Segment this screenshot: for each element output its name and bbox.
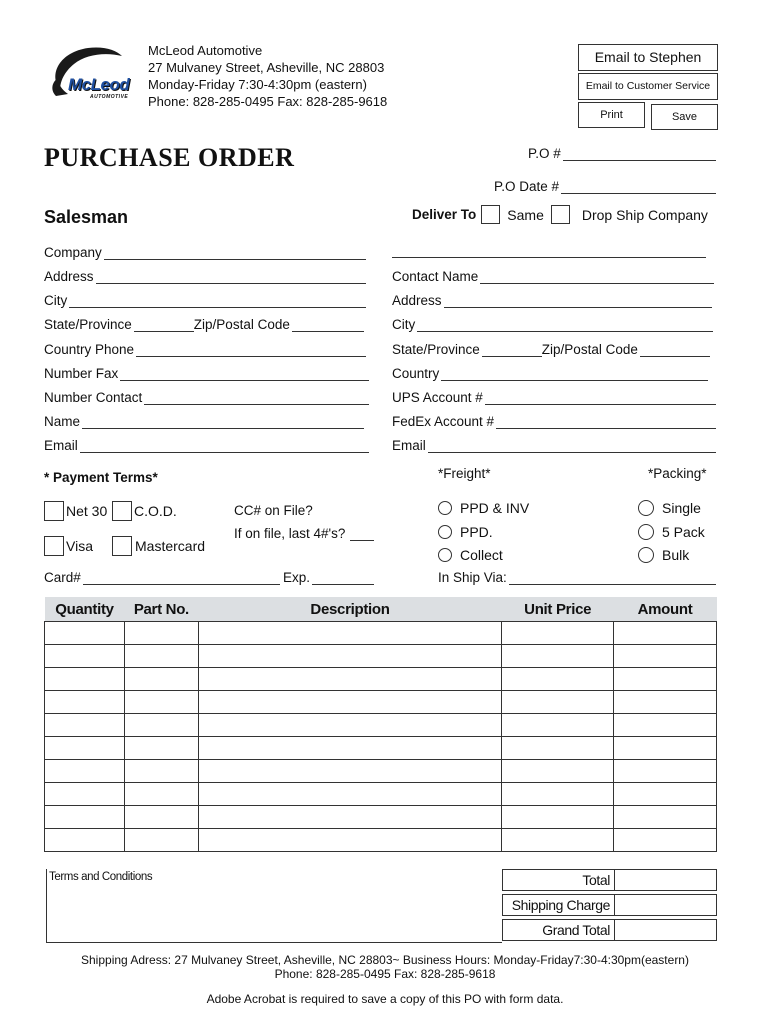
ship-email-label: Email: [392, 438, 426, 453]
freight-label-ppd: PPD.: [460, 524, 493, 540]
col-part-no: Part No.: [124, 597, 198, 622]
table-cell[interactable]: [614, 714, 717, 737]
table-cell[interactable]: [124, 668, 198, 691]
ship-via-field[interactable]: [438, 570, 716, 585]
table-cell[interactable]: [614, 760, 717, 783]
table-cell[interactable]: [198, 714, 501, 737]
last-four-label: If on file, last 4#'s?: [234, 526, 346, 541]
table-cell[interactable]: [198, 783, 501, 806]
email-customer-service-button[interactable]: Email to Customer Service: [578, 73, 718, 100]
ship-country-field[interactable]: [392, 366, 708, 381]
table-cell[interactable]: [124, 829, 198, 852]
col-unit-price: Unit Price: [502, 597, 614, 622]
freight-option-collect[interactable]: [438, 547, 503, 563]
col-description: Description: [198, 597, 501, 622]
table-cell[interactable]: [614, 622, 717, 645]
packing-radio-single[interactable]: [638, 500, 654, 516]
table-cell[interactable]: [198, 668, 501, 691]
name-label: Name: [44, 414, 81, 429]
country-phone-field[interactable]: [44, 342, 366, 357]
total-value[interactable]: [614, 869, 717, 891]
table-cell[interactable]: [502, 645, 614, 668]
name-field[interactable]: [44, 414, 364, 429]
grand-total-label: Grand Total: [502, 919, 615, 941]
mastercard-option[interactable]: [112, 536, 205, 556]
packing-radio-bulk[interactable]: [638, 547, 654, 563]
same-label: Same: [507, 206, 544, 223]
mastercard-label: Mastercard: [135, 538, 206, 554]
table-row: [45, 737, 717, 760]
table-cell[interactable]: [614, 691, 717, 714]
ship-email-field[interactable]: [392, 438, 716, 453]
table-cell[interactable]: [45, 622, 125, 645]
table-cell[interactable]: [45, 806, 125, 829]
ship-city-field[interactable]: [392, 317, 713, 332]
company-label: Company: [44, 245, 102, 260]
net30-label: Net 30: [66, 503, 108, 519]
contact-name-field[interactable]: [392, 269, 714, 284]
table-cell[interactable]: [124, 783, 198, 806]
logo-subtext: AUTOMOTIVE: [90, 94, 129, 100]
table-cell[interactable]: [502, 806, 614, 829]
cc-on-file-label: CC# on File?: [234, 503, 313, 518]
table-cell[interactable]: [502, 760, 614, 783]
table-cell[interactable]: [124, 622, 198, 645]
company-name: McLeod Automotive: [148, 43, 263, 58]
terms-conditions-label: Terms and Conditions: [49, 871, 153, 883]
freight-radio-collect[interactable]: [438, 548, 452, 562]
number-fax-label: Number Fax: [44, 366, 119, 381]
table-row: [45, 829, 717, 852]
ship-via-label: In Ship Via:: [438, 570, 507, 585]
table-cell[interactable]: [124, 714, 198, 737]
email-label: Email: [44, 438, 78, 453]
freight-radio-ppd-inv[interactable]: [438, 501, 452, 515]
card-exp-field[interactable]: [283, 570, 374, 585]
table-cell[interactable]: [502, 668, 614, 691]
table-row: [45, 691, 717, 714]
email-stephen-button[interactable]: Email to Stephen: [578, 44, 718, 71]
table-cell[interactable]: [198, 622, 501, 645]
deliver-to-label: Deliver To: [412, 207, 477, 222]
table-row: [45, 714, 717, 737]
table-cell[interactable]: [198, 691, 501, 714]
same-checkbox[interactable]: [481, 205, 500, 224]
visa-checkbox[interactable]: [44, 536, 64, 556]
packing-label-5pack: 5 Pack: [662, 524, 705, 540]
ship-country-label: Country: [392, 366, 440, 381]
net30-option[interactable]: [44, 501, 107, 521]
table-cell[interactable]: [45, 737, 125, 760]
ship-address-label: Address: [392, 293, 442, 308]
col-amount: Amount: [614, 597, 717, 622]
table-cell[interactable]: [502, 714, 614, 737]
number-contact-field[interactable]: [44, 390, 369, 405]
table-cell[interactable]: [124, 737, 198, 760]
table-cell[interactable]: [198, 737, 501, 760]
ship-state-label: State/Province: [392, 342, 480, 357]
net30-checkbox[interactable]: [44, 501, 64, 521]
city-label: City: [44, 293, 68, 308]
packing-label: *Packing*: [648, 466, 707, 481]
table-cell[interactable]: [124, 691, 198, 714]
freight-label-collect: Collect: [460, 547, 503, 563]
table-row: [45, 668, 717, 691]
table-cell[interactable]: [502, 783, 614, 806]
address-label: Address: [44, 269, 94, 284]
freight-option-ppd-inv[interactable]: [438, 500, 529, 516]
table-cell[interactable]: [614, 668, 717, 691]
company-logo: [46, 44, 134, 106]
fedex-account-label: FedEx Account #: [392, 414, 495, 429]
table-row: [45, 783, 717, 806]
packing-option-single[interactable]: [638, 500, 701, 516]
company-address: 27 Mulvaney Street, Asheville, NC 28803: [148, 60, 385, 75]
visa-option[interactable]: [44, 536, 93, 556]
packing-label-single: Single: [662, 500, 701, 516]
po-date-label: P.O Date #: [494, 179, 560, 194]
ship-zip-label: Zip/Postal Code: [541, 342, 638, 357]
freight-radio-ppd[interactable]: [438, 525, 452, 539]
grand-total-value[interactable]: [614, 919, 717, 941]
table-cell[interactable]: [614, 737, 717, 760]
packing-option-bulk[interactable]: [638, 547, 689, 563]
footer-line2: Phone: 828-285-0495 Fax: 828-285-9618: [274, 967, 496, 981]
table-cell[interactable]: [614, 783, 717, 806]
table-header-row: [45, 597, 717, 622]
table-cell[interactable]: [45, 783, 125, 806]
footer-shipping-address: [0, 953, 770, 981]
line-items-table: [44, 597, 717, 852]
deliver-to-group: [412, 205, 708, 224]
col-quantity: Quantity: [45, 597, 125, 622]
table-cell[interactable]: [502, 829, 614, 852]
ship-state-zip-field[interactable]: [392, 342, 710, 357]
table-cell[interactable]: [614, 645, 717, 668]
ship-city-label: City: [392, 317, 416, 332]
packing-label-bulk: Bulk: [662, 547, 690, 563]
table-cell[interactable]: [45, 760, 125, 783]
fedex-account-field[interactable]: [392, 414, 716, 429]
number-fax-field[interactable]: [44, 366, 369, 381]
last-four-field[interactable]: [234, 526, 374, 541]
table-cell[interactable]: [502, 691, 614, 714]
email-field[interactable]: [44, 438, 369, 453]
table-row: [45, 622, 717, 645]
table-row: [45, 760, 717, 783]
footer-line1: Shipping Adress: 27 Mulvaney Street, Asheville, NC 28803~ Business Hours: Monday-Friday7:30-4:30pm(eastern): [81, 953, 689, 967]
drop-ship-label: Drop Ship Company: [581, 206, 708, 223]
cod-checkbox[interactable]: [112, 501, 132, 521]
number-contact-label: Number Contact: [44, 390, 143, 405]
company-field[interactable]: [44, 245, 366, 260]
ship-address-field[interactable]: [392, 293, 712, 308]
table-cell[interactable]: [614, 829, 717, 852]
freight-label: *Freight*: [438, 466, 491, 481]
table-cell[interactable]: [198, 760, 501, 783]
print-button[interactable]: Print: [578, 102, 645, 128]
page-title: PURCHASE ORDER: [44, 143, 295, 172]
table-row: [45, 645, 717, 668]
drop-ship-checkbox[interactable]: [551, 205, 570, 224]
cod-option[interactable]: [112, 501, 177, 521]
table-cell[interactable]: [45, 691, 125, 714]
terms-conditions-box[interactable]: [46, 869, 502, 943]
company-hours: Monday-Friday 7:30-4:30pm (eastern): [148, 77, 367, 92]
table-cell[interactable]: [198, 645, 501, 668]
company-phone-fax: Phone: 828-285-0495 Fax: 828-285-9618: [148, 94, 388, 109]
packing-option-5pack[interactable]: [638, 524, 705, 540]
po-number-field[interactable]: [528, 146, 716, 161]
table-row: [45, 806, 717, 829]
po-date-field[interactable]: [494, 179, 716, 194]
footer-acrobat-note: Adobe Acrobat is required to save a copy of this PO with form data.: [206, 992, 564, 1006]
cod-label: C.O.D.: [134, 503, 177, 519]
zip-label: Zip/Postal Code: [193, 317, 290, 332]
payment-terms-label: * Payment Terms*: [44, 470, 158, 485]
drop-ship-company-line[interactable]: [392, 257, 706, 258]
table-cell[interactable]: [45, 645, 125, 668]
address-field[interactable]: [44, 269, 366, 284]
table-cell[interactable]: [45, 714, 125, 737]
table-cell[interactable]: [198, 806, 501, 829]
table-cell[interactable]: [45, 668, 125, 691]
shipping-charge-value[interactable]: [614, 894, 717, 916]
freight-option-ppd[interactable]: [438, 524, 493, 540]
save-button[interactable]: Save: [651, 104, 718, 130]
ups-account-field[interactable]: [392, 390, 716, 405]
contact-name-label: Contact Name: [392, 269, 479, 284]
freight-label-ppd-inv: PPD & INV: [460, 500, 530, 516]
state-label: State/Province: [44, 317, 132, 332]
ups-account-label: UPS Account #: [392, 390, 483, 405]
visa-label: Visa: [66, 538, 93, 554]
mastercard-checkbox[interactable]: [112, 536, 132, 556]
city-field[interactable]: [44, 293, 366, 308]
card-number-label: Card#: [44, 570, 81, 585]
packing-radio-5pack[interactable]: [638, 524, 654, 540]
table-cell[interactable]: [198, 829, 501, 852]
card-exp-label: Exp.: [283, 570, 311, 585]
shipping-charge-label: Shipping Charge: [502, 894, 615, 916]
logo-text: McLeod: [68, 75, 130, 94]
state-zip-field[interactable]: [44, 317, 364, 332]
table-cell[interactable]: [45, 829, 125, 852]
country-phone-label: Country Phone: [44, 342, 135, 357]
table-cell[interactable]: [502, 622, 614, 645]
table-cell[interactable]: [614, 806, 717, 829]
card-number-field[interactable]: [44, 570, 280, 585]
salesman-label: Salesman: [44, 207, 129, 227]
total-label: Total: [502, 869, 615, 891]
table-cell[interactable]: [124, 806, 198, 829]
po-number-label: P.O #: [528, 146, 561, 161]
table-cell[interactable]: [124, 645, 198, 668]
company-info: [148, 42, 387, 110]
table-cell[interactable]: [124, 760, 198, 783]
table-cell[interactable]: [502, 737, 614, 760]
